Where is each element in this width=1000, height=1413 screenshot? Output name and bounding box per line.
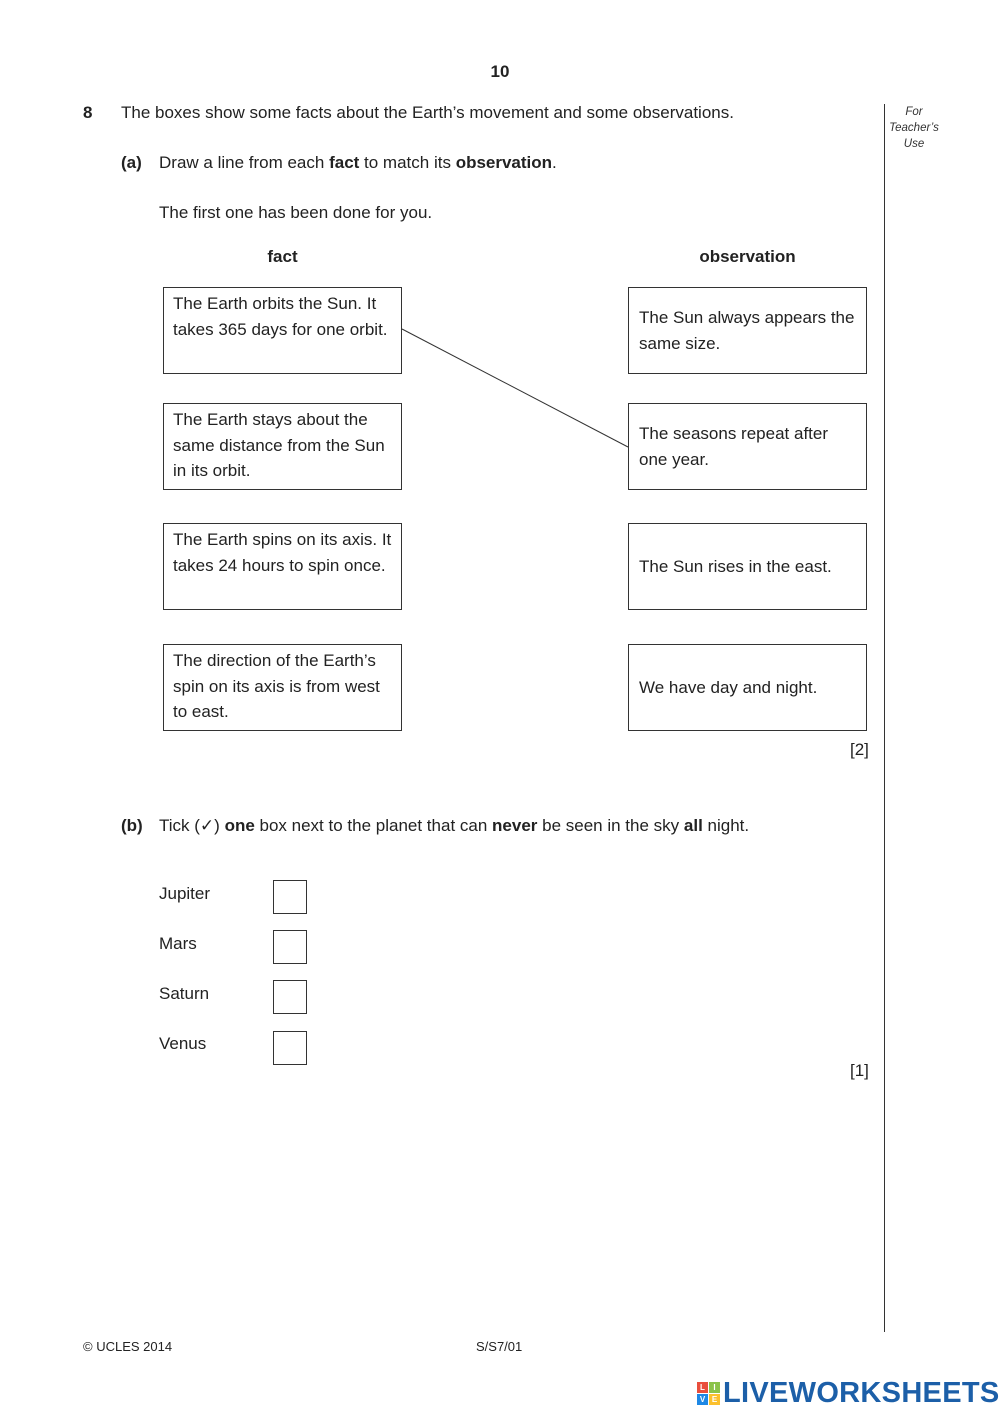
tick-box-venus[interactable]: [273, 1031, 307, 1065]
fact-box-1[interactable]: The Earth orbits the Sun. It takes 365 days for one orbit.: [163, 287, 402, 374]
fact-heading: fact: [267, 247, 298, 266]
logo-text: LIVEWORKSHEETS: [723, 1377, 1000, 1409]
fact-box-3[interactable]: The Earth spins on its axis. It takes 24 hours to spin once.: [163, 523, 402, 610]
copyright: © UCLES 2014: [83, 1339, 173, 1354]
paper-code: S/S7/01: [476, 1339, 523, 1354]
tick-box-saturn[interactable]: [273, 980, 307, 1014]
part-a-instruction: Draw a line from each fact to match its observation.: [159, 153, 557, 172]
part-b-instruction: Tick (✓) one box next to the planet that can never be seen in the sky all night.: [159, 816, 750, 835]
planet-label-jupiter: Jupiter: [159, 884, 211, 903]
question-number: 8: [83, 103, 93, 122]
teacher-use-note: For Teacher’s Use: [889, 106, 939, 150]
observation-heading: observation: [699, 247, 796, 266]
observation-box-1[interactable]: The Sun always appears the same size.: [628, 287, 867, 374]
example-match-line: [402, 329, 628, 447]
page-number: 10: [490, 62, 510, 81]
fact-box-4[interactable]: The direction of the Earth’s spin on its axis is from west to east.: [163, 644, 402, 731]
planet-label-mars: Mars: [159, 934, 197, 953]
tick-symbol-icon: ✓: [199, 816, 215, 835]
planet-label-venus: Venus: [159, 1034, 207, 1053]
part-a-label: (a): [121, 153, 142, 172]
logo-grid-letter: E: [709, 1394, 720, 1405]
fact-box-2[interactable]: The Earth stays about the same distance from the Sun in its orbit.: [163, 403, 402, 490]
tick-box-mars[interactable]: [273, 930, 307, 964]
part-b-label: (b): [121, 816, 143, 835]
tick-box-jupiter[interactable]: [273, 880, 307, 914]
observation-box-4[interactable]: We have day and night.: [628, 644, 867, 731]
logo-grid-icon: [697, 1382, 720, 1405]
question-intro: The boxes show some facts about the Earth’s movement and some observations.: [121, 103, 734, 122]
logo-grid-letter: L: [697, 1382, 708, 1393]
first-done-note: The first one has been done for you.: [159, 203, 433, 222]
observation-box-3[interactable]: The Sun rises in the east.: [628, 523, 867, 610]
liveworksheets-logo[interactable]: [697, 1377, 1000, 1410]
part-b-marks: [1]: [850, 1061, 869, 1080]
observation-box-2[interactable]: The seasons repeat after one year.: [628, 403, 867, 490]
logo-grid-letter: I: [709, 1382, 720, 1393]
planet-label-saturn: Saturn: [159, 984, 210, 1003]
logo-grid-letter: V: [697, 1394, 708, 1405]
part-a-marks: [2]: [850, 740, 869, 759]
